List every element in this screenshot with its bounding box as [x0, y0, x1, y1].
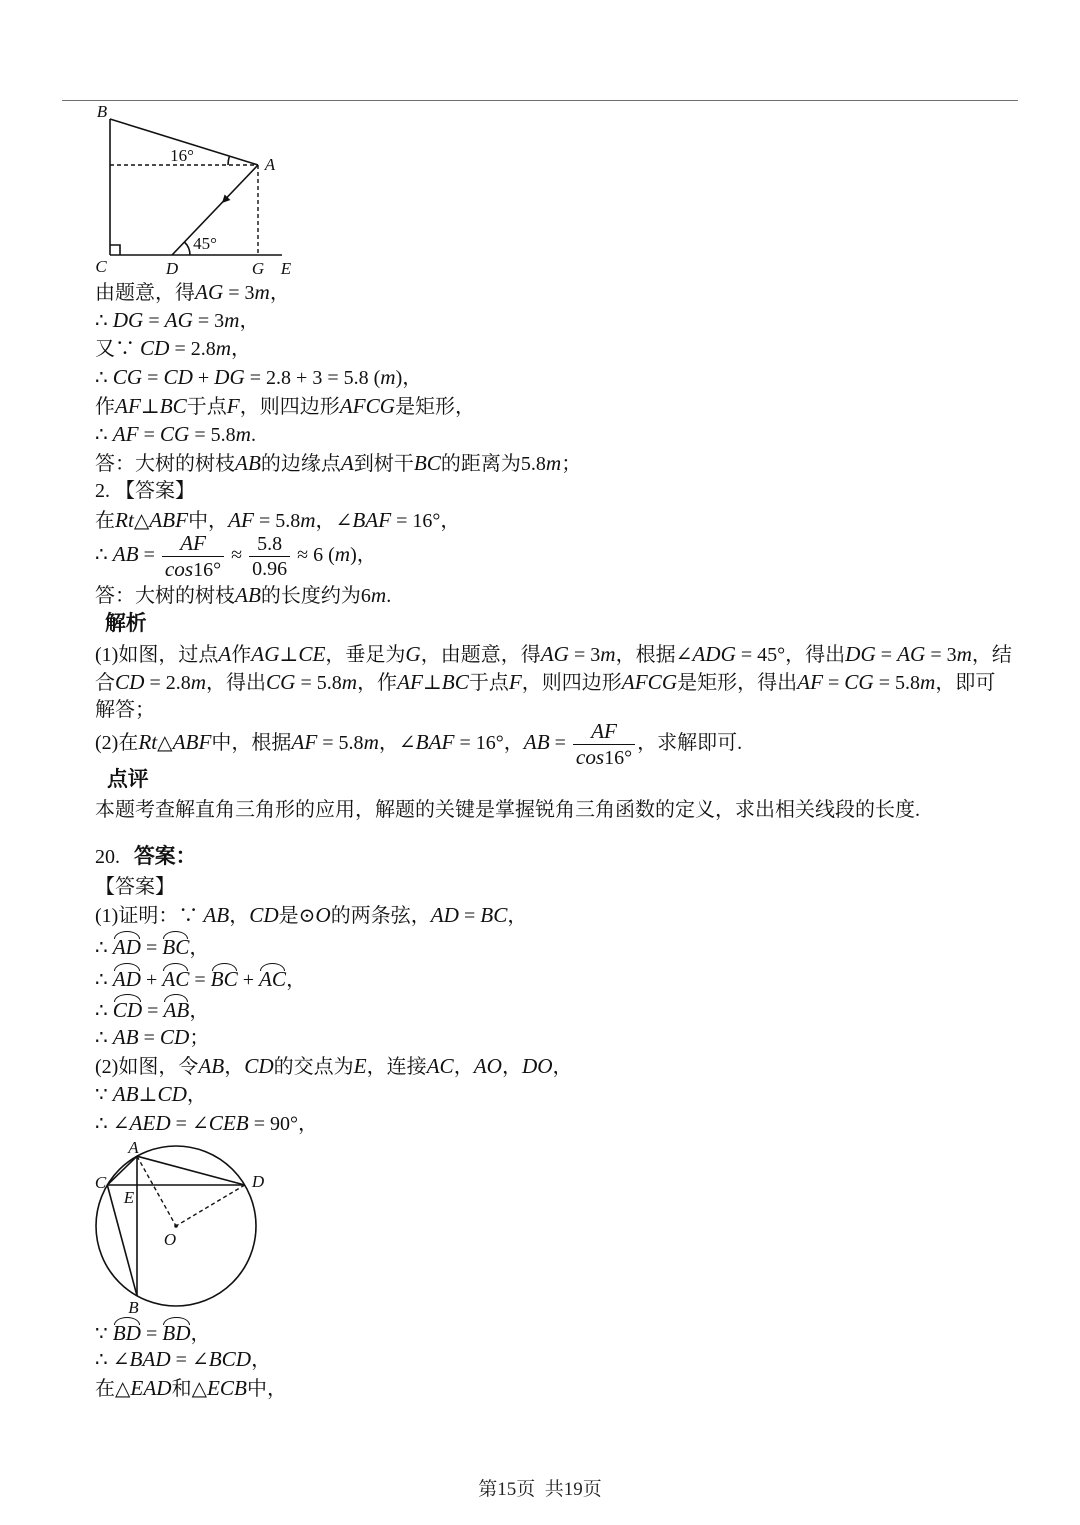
text-run: ，求解即可. [637, 731, 743, 754]
point-label-a: A [128, 1138, 139, 1157]
math-variable: CG [266, 669, 296, 694]
math-variable: BAF [352, 507, 392, 532]
math-variable: m [920, 669, 936, 694]
math-variable: AFCG [621, 669, 678, 694]
math-variable: DG [112, 307, 144, 332]
point-label-e: E [280, 259, 292, 278]
math-variable: EAD [130, 1375, 172, 1400]
point-label-c: C [95, 257, 107, 276]
point-label-d: D [165, 259, 179, 278]
text-run: 答：大树的树枝AB的边缘点A到树干BC的距离为5.8m； [95, 450, 582, 475]
solution-line [95, 1374, 287, 1403]
fraction-denominator: cos16° [164, 556, 222, 581]
text-run: 解答； [95, 699, 155, 721]
text-run: 又∵ CD = 2.8m， [95, 335, 252, 360]
math-variable: CD [163, 364, 193, 389]
text-run: ∵ [95, 1322, 113, 1345]
text-run: 20. [95, 846, 130, 868]
math-variable: BD [162, 1320, 191, 1345]
text-run: ≈ [226, 543, 248, 566]
math-variable: AF [397, 669, 423, 694]
angle-label-45: 45° [193, 234, 217, 253]
arc-notation [113, 992, 142, 1024]
text-run: = [142, 999, 164, 1022]
text-run: (2)如图，令AB，CD的交点为E，连接AC，AO，DO， [95, 1053, 573, 1078]
math-variable: AF [115, 393, 141, 418]
text-run: = [140, 936, 163, 959]
math-variable: AF [228, 507, 254, 532]
math-variable: AB [112, 1024, 139, 1049]
arc-notation [163, 992, 189, 1024]
dashed-radius-ao [137, 1156, 176, 1226]
center-point-o [174, 1224, 178, 1228]
math-variable: AG [540, 641, 569, 666]
math-variable: AC [258, 966, 287, 991]
math-variable: AF [797, 669, 824, 694]
math-variable: AG [195, 279, 224, 304]
text-run: ， [286, 968, 307, 991]
math-variable: AD [430, 902, 459, 927]
solution-line [95, 420, 256, 449]
text-run: ， [189, 999, 210, 1022]
math-variable: AC [162, 966, 190, 991]
text-run: + [140, 968, 163, 991]
text-run: ∴ DG = AG = 3m， [95, 307, 260, 332]
point-label-g: G [251, 259, 265, 278]
math-variable: m [235, 421, 251, 446]
text-run: ∴ CG = CD + DG = 2.8 + 3 = 5.8 (m)， [95, 364, 423, 389]
fraction-denominator: cos16° [575, 744, 633, 769]
point-label-b: B [128, 1298, 139, 1317]
text-run: 本题考查解直角三角形的应用，解题的关键是掌握锐角三角函数的定义，求出相关线段的长度. [95, 799, 920, 821]
page-number: 第15页 共19页 [478, 1479, 602, 1500]
math-variable: Rt [115, 507, 134, 532]
math-variable: E [353, 1053, 367, 1078]
text-run: + [237, 968, 259, 991]
solution-line [95, 873, 175, 901]
math-variable: CD [244, 1053, 274, 1078]
math-variable: cos [164, 556, 194, 581]
solution-line [105, 610, 147, 638]
math-variable: AG [164, 307, 193, 332]
text-run: 答：大树的树枝AB的长度约为6m. [95, 582, 392, 607]
bold-label: 解析 [105, 612, 147, 635]
math-variable: m [600, 641, 616, 666]
math-variable: m [334, 541, 351, 566]
math-variable: BC [413, 450, 441, 475]
math-variable: AD [112, 934, 141, 959]
solution-line [95, 992, 209, 1025]
text-run: 在△EAD和△ECB中， [95, 1375, 287, 1400]
math-variable: BC [441, 669, 469, 694]
math-variable: m [215, 335, 232, 360]
math-variable: CG [112, 364, 143, 389]
math-variable: AF [591, 718, 617, 743]
solution-line [95, 961, 306, 994]
circle-chords-figure [88, 1136, 273, 1321]
math-variable: m [545, 450, 562, 475]
text-run: ， [190, 1322, 211, 1345]
fraction [573, 720, 635, 769]
math-variable: CD [112, 997, 143, 1022]
text-run: ， [189, 936, 210, 959]
math-variable: CEB [208, 1110, 249, 1135]
bold-label: 答案： [134, 845, 197, 868]
text-run: ∴ ∠BAD = ∠BCD， [95, 1346, 272, 1371]
math-variable: AG [897, 641, 926, 666]
math-variable: cos [575, 744, 605, 769]
math-variable: AF [112, 421, 139, 446]
text-run: 【答案】 [95, 876, 175, 898]
solution-line [95, 306, 259, 335]
solution-line [95, 581, 391, 610]
point-label-e: E [123, 1188, 135, 1207]
math-variable: AFCG [339, 393, 396, 418]
arc-notation [113, 929, 141, 961]
math-variable: AED [129, 1110, 171, 1135]
arc-notation [211, 961, 238, 993]
math-variable: AB [235, 582, 261, 607]
math-variable: m [190, 669, 207, 694]
math-variable: BAF [415, 729, 455, 754]
fraction-numerator [573, 720, 635, 745]
arc-notation [162, 929, 189, 961]
math-variable: Rt [138, 729, 158, 754]
solution-line [95, 278, 290, 307]
math-variable: ADG [692, 641, 736, 666]
segment-ac [107, 1156, 137, 1185]
math-variable: m [300, 507, 316, 532]
math-variable: m [224, 307, 240, 332]
math-variable: m [363, 729, 379, 754]
point-label-c: C [94, 1173, 107, 1192]
math-variable: O [315, 902, 331, 927]
math-variable: AB [235, 450, 261, 475]
math-variable: CE [298, 641, 326, 666]
math-variable: m [370, 582, 387, 607]
text-run: ∴ AB = [95, 541, 160, 566]
angle-label-16: 16° [170, 146, 194, 165]
text-run: ≈ 6 (m)， [292, 541, 377, 566]
math-variable: AB [112, 541, 139, 566]
math-variable: m [341, 669, 358, 694]
math-variable: CD [157, 1081, 187, 1106]
point-label-o: O [163, 1230, 177, 1249]
fraction-numerator [162, 532, 224, 557]
arc-notation [259, 961, 286, 993]
math-variable: m [254, 279, 270, 304]
math-variable: BC [210, 966, 238, 991]
math-variable: AC [426, 1053, 454, 1078]
math-variable: AO [473, 1053, 502, 1078]
solution-line [95, 901, 527, 930]
solution-line [95, 640, 1012, 669]
math-variable: DO [521, 1053, 553, 1078]
segment-ad [137, 1156, 245, 1185]
math-variable: BC [159, 393, 187, 418]
arc-notation [113, 961, 141, 993]
text-run: 2. 【答案】 [95, 480, 195, 502]
solution-line [95, 506, 460, 535]
arc-notation [162, 961, 189, 993]
point-label-b: B [96, 102, 108, 121]
solution-line [95, 843, 196, 871]
math-variable: ABF [149, 507, 189, 532]
math-variable: CD [115, 669, 145, 694]
math-variable: ECB [206, 1375, 247, 1400]
math-variable: CG [159, 421, 190, 446]
math-variable: AG [251, 641, 280, 666]
solution-line [95, 1080, 207, 1109]
point-label-d: D [251, 1172, 265, 1191]
text-run: ∵ AB⊥CD， [95, 1081, 207, 1106]
text-run: ∴ [95, 968, 113, 991]
text-run: = [189, 968, 211, 991]
text-run: (1)如图，过点A作AG⊥CE，垂足为G，由题意，得AG = 3m，根据∠ADG = 45°，得出DG = AG = 3m，结 [95, 641, 1012, 666]
text-run: 作AF⊥BC于点F，则四边形AFCG是矩形， [95, 393, 476, 418]
text-run: (1)证明：∵ AB，CD是⊙O的两条弦，AD = BC， [95, 902, 528, 927]
solution-line [95, 796, 920, 824]
math-variable: F [226, 393, 240, 418]
math-variable: A [218, 641, 232, 666]
solution-line [95, 477, 195, 505]
math-variable: DG [845, 641, 876, 666]
math-variable: m [956, 641, 972, 666]
math-variable: F [508, 669, 522, 694]
solution-line [95, 668, 995, 697]
math-variable: AB [523, 729, 550, 754]
math-variable: CG [844, 669, 874, 694]
math-variable: BD [112, 1320, 141, 1345]
solution-line [95, 392, 475, 421]
fraction-numerator: 5.8 [249, 533, 290, 557]
solution-line [95, 1345, 271, 1374]
point-label-a: A [264, 155, 276, 174]
math-variable: AD [112, 966, 141, 991]
text-run: ∴ AF = CG = 5.8m. [95, 421, 256, 446]
text-run: ∴ [95, 999, 113, 1022]
solution-line [95, 929, 209, 962]
math-variable: AF [291, 729, 318, 754]
math-variable: DG [214, 364, 245, 389]
math-variable: m [380, 364, 396, 389]
bold-label: 点评 [107, 768, 149, 791]
solution-line [95, 363, 422, 392]
math-variable: A [340, 450, 354, 475]
math-variable: BC [162, 934, 190, 959]
math-variable: CD [140, 335, 170, 360]
fraction [162, 532, 224, 581]
solution-line [95, 720, 742, 769]
math-variable: AF [180, 530, 206, 555]
solution-line [95, 449, 581, 478]
text-run: (2)在Rt△ABF中，根据AF = 5.8m，∠BAF = 16°，AB = [95, 729, 571, 754]
solution-line [95, 1023, 209, 1052]
math-variable: BCD [208, 1346, 252, 1371]
solution-line [95, 334, 251, 363]
text-run: ∴ AB = CD； [95, 1024, 210, 1049]
text-run: ∴ ∠AED = ∠CEB = 90°， [95, 1110, 319, 1135]
math-variable: BC [480, 902, 508, 927]
text-run: 由题意，得AG = 3m， [95, 279, 290, 304]
solution-line [95, 1052, 573, 1081]
text-run: 合CD = 2.8m，得出CG = 5.8m，作AF⊥BC于点F，则四边形AFCG是矩形，得出AF = CG = 5.8m，即可 [95, 669, 996, 694]
text-run: ∴ [95, 936, 113, 959]
text-run: 在Rt△ABF中，AF = 5.8m，∠BAF = 16°， [95, 507, 461, 532]
math-variable: AB [203, 902, 230, 927]
text-run: = [140, 1322, 163, 1345]
math-variable: CD [249, 902, 279, 927]
math-variable: AB [198, 1053, 225, 1078]
math-variable: AB [163, 997, 190, 1022]
math-variable: AB [112, 1081, 139, 1106]
math-variable: BAD [129, 1346, 171, 1371]
solution-line [95, 1109, 318, 1138]
fraction [249, 533, 290, 580]
math-variable: ABF [172, 729, 212, 754]
solution-line [95, 532, 377, 581]
math-variable: G [405, 641, 421, 666]
solution-line [107, 766, 149, 794]
fraction-denominator: 0.96 [252, 557, 288, 580]
dashed-radius-do [176, 1185, 245, 1226]
math-variable: CD [159, 1024, 190, 1049]
